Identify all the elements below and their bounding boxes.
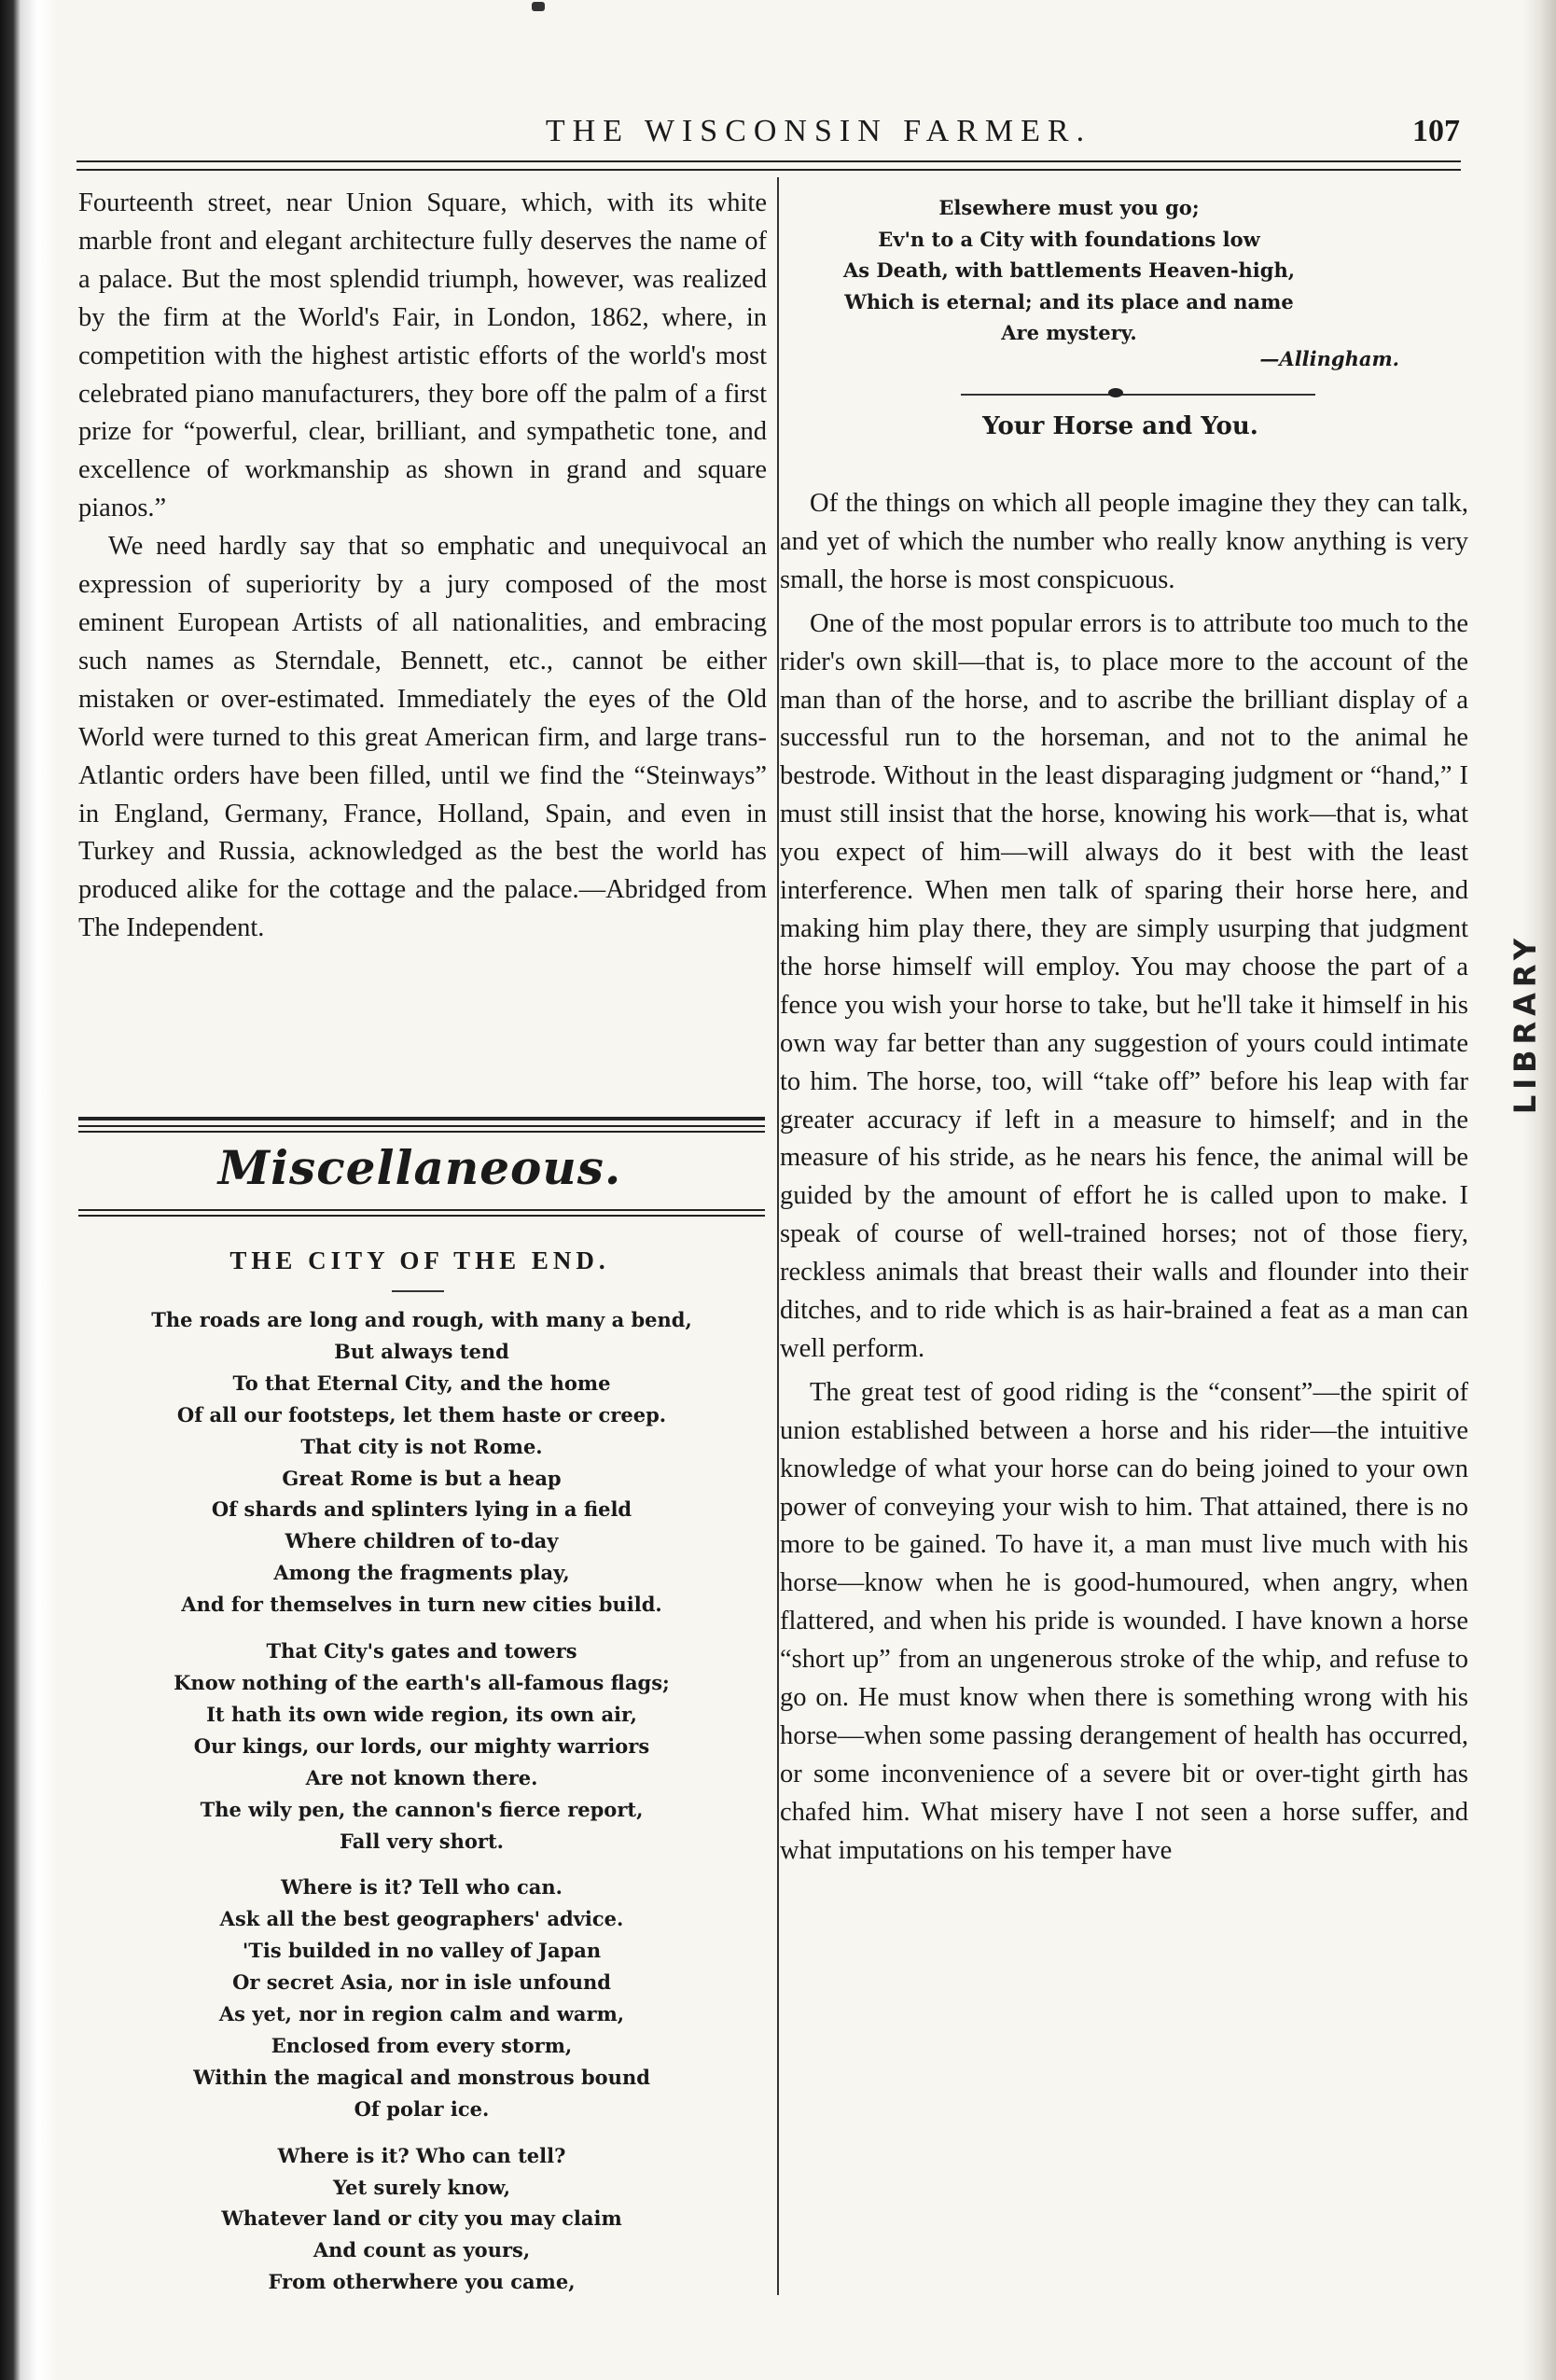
poem-line: Enclosed from every storm, [271,2033,573,2057]
article-title: Your Horse and You. [982,412,1258,440]
poem-line: The wily pen, the cannon's fierce report, [200,1797,644,1821]
poem-line: As yet, nor in region calm and warm, [218,2002,625,2026]
miscellaneous-heading: Miscellaneous. [217,1140,622,1195]
poem-line: Where children of to-day [285,1529,559,1553]
poem-title-rule [392,1290,444,1292]
newspaper-title: THE WISCONSIN FARMER. [545,114,1092,148]
poem-stanza [78,1304,765,1621]
header-rule [76,160,1461,171]
poem-line: Whatever land or city you may claim [221,2206,622,2231]
poem-line: That city is not Rome. [300,1434,543,1458]
page-edge [1522,0,1556,2380]
poem-line: Our kings, our lords, our mighty warriors [193,1733,650,1758]
article-paragraph: The great test of good riding is the “consent”—the spirit of union established between a horse and his rider—the intuitive knowledge of what your horse can do being joined to your own power of conveying your wish to him. That attained, there is no more to be gained. To have it, a man must live much with his horse—know when he is good-humoured, when angry, when flattered, and when his pride is wounded. I have known a horse “short up” from an ungenerous stroke of the whip, and refuse to go on. He must know when there is something wrong with his horse—when some passing derangement of health has occurred, or some inconvenience of a severe bit or over-tight girth has chafed him. What misery have I not seen a horse suffer, and what imputations on his temper have [780,1377,1468,1865]
page-number: 107 [1412,114,1460,148]
poem-author: —Allingham. [1259,347,1399,370]
page-header [177,110,1460,157]
section-rule-double [78,1125,765,1133]
poem-line: Where is it? Tell who can. [281,1875,563,1900]
poem-line: That City's gates and towers [266,1639,577,1663]
poem-title: THE CITY OF THE END. [229,1246,610,1274]
poem-line: Of polar ice. [354,2096,490,2121]
poem-line: Ask all the best geographers' advice. [219,1907,624,1931]
poem-body [78,1304,765,2313]
poem-continuation [789,192,1349,349]
poem-line: As Death, with battlements Heaven-high, [842,258,1296,282]
left-article [78,185,767,948]
poem-line: But always tend [334,1339,509,1363]
article-paragraph: One of the most popular errors is to attribute too much to the rider's own skill—that is, to place more to the account of the man than of the horse, and to ascribe the brilliant display of a successful run to the horseman, and not to the animal he bestrode. Without in the least disparaging judgment or “hand,” I must still insist that the horse, knowing his work—that is, what you expect of him—will always do it best with the least interference. When men talk of sparing their horse here, and making him play there, they are simply usurping that judgment the horse himself will employ. You may choose the part of a fence you wish your horse to take, but he'll take it himself in his own way far better than any suggestion of yours could intimate to him. The horse, too, will “take off” before his leap with far greater accuracy if left in a measure to himself; and in the measure of his stride, as he nears his fence, the animal will be guided by the amount of effort he is called upon to make. I speak of course of well-trained horses; not of those fiery, reckless animals that breast their walls and flounder into their ditches, and to ride which is as hair-brained a feat as a man can well perform. [780,608,1468,1363]
separator-ornament [1108,388,1123,397]
article-paragraph: Of the things on which all people imagine they they can talk, and yet of which the number who really know anything is very small, the horse is most conspicuous. [780,489,1468,594]
poem-line: And for themselves in turn new cities build. [181,1593,662,1617]
poem-line: Elsewhere must you go; [938,196,1200,219]
poem-stanza [78,1635,765,1857]
poem-line: Fall very short. [340,1829,504,1853]
poem-line: Ev'n to a City with foundations low [878,227,1260,251]
page-binding-shadow [0,0,58,2380]
poem-line: Yet surely know, [332,2175,511,2199]
right-article [780,485,1468,1871]
poem-line: Which is eternal; and its place and name [844,289,1294,313]
poem-line: Of all our footsteps, let them haste or creep. [176,1402,667,1427]
poem-line: Know nothing of the earth's all-famous flags; [174,1670,670,1694]
poem-line: Within the magical and monstrous bound [193,2065,650,2089]
poem-line: From otherwhere you came, [268,2270,576,2294]
poem-line: To that Eternal City, and the home [232,1371,611,1395]
poem-line: Or secret Asia, nor in isle unfound [232,1970,611,1995]
poem-line: Are not known there. [305,1765,538,1789]
poem-line: It hath its own wide region, its own air, [206,1702,637,1726]
column-divider [777,177,779,2295]
poem-line: The roads are long and rough, with many a bend, [151,1308,692,1331]
poem-line: Are mystery. [1001,321,1137,344]
section-rule [78,1117,765,1120]
poem-line: Of shards and splinters lying in a field [211,1497,632,1522]
article-paragraph: Fourteenth street, near Union Square, which, with its white marble front and elegant architecture fully deserves the name of a palace. But the most splendid triumph, however, was realized by the firm at the World's Fair, in London, 1862, where, in competition with the highest artistic efforts of the world's most celebrated piano manufacturers, they bore off the palm of a first prize for “powerful, clear, brilliant, and sympathetic tone, and excellence of workmanship as shown in grand and square pianos.” [78,188,767,523]
poem-line: And count as yours, [313,2238,531,2262]
ink-spot [532,2,545,11]
poem-line: Among the fragments play, [273,1561,570,1585]
section-rule-bottom [78,1209,765,1217]
poem-line: 'Tis builded in no valley of Japan [242,1939,602,1963]
poem-line: Where is it? Who can tell? [277,2143,566,2167]
separator-rule [961,394,1315,396]
poem-stanza [78,1872,765,2124]
poem-line: Great Rome is but a heap [282,1466,562,1490]
library-stamp: LIBRARY [1507,933,1543,1115]
poem-stanza [78,2140,765,2299]
article-paragraph: We need hardly say that so emphatic and unequivocal an expression of superiority by a jury composed of the most eminent European Artists of all nationalities, and embracing such names as Sterndale, Bennett, etc., cannot be either mistaken or over-estimated. Immediately the eyes of the Old World were turned to this great American firm, and large trans-Atlantic orders have been filled, until we find the “Steinways” in England, Germany, France, Holland, Spain, and even in Turkey and Russia, acknowledged as the best the world has produced alike for the cottage and the palace.—Abridged from The Independent. [78,532,767,943]
